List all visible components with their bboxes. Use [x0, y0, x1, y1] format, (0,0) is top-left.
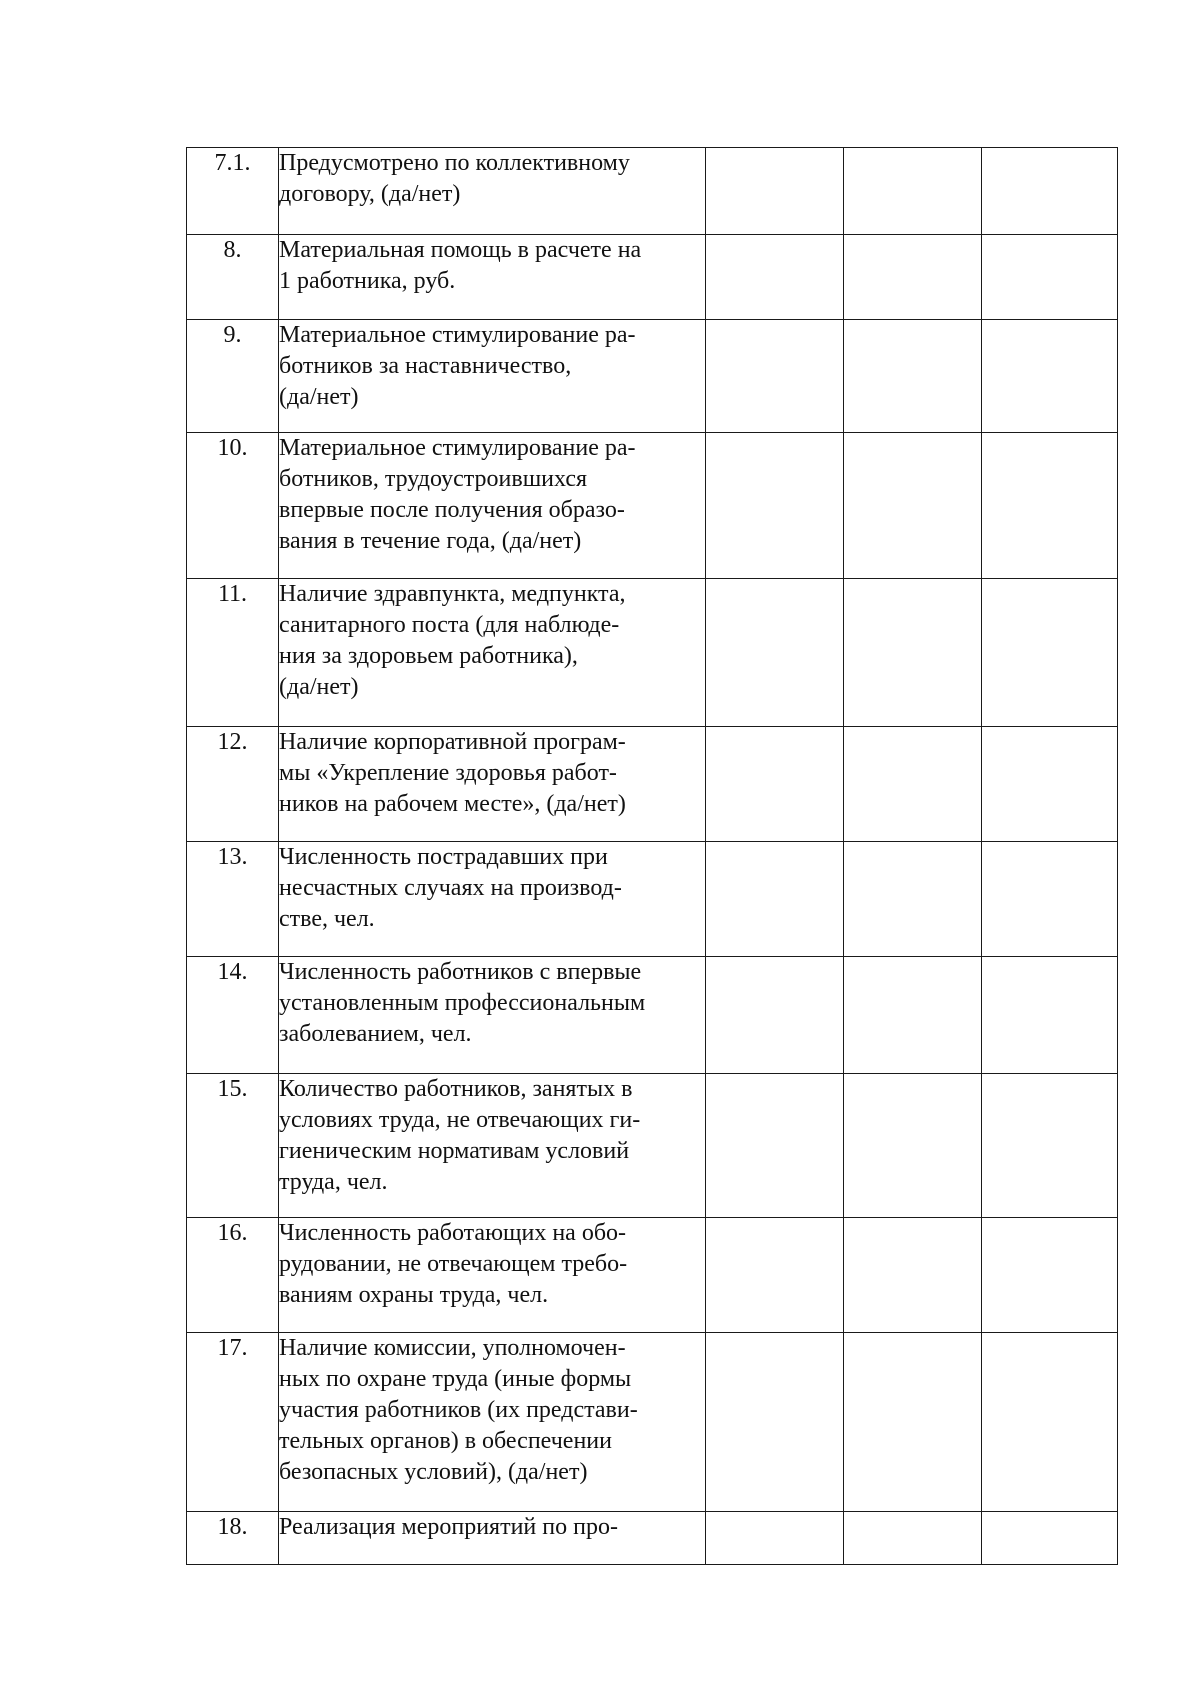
indicator-text — [279, 1074, 706, 1218]
value-cell-2 — [844, 1074, 982, 1218]
value-cell-3 — [982, 1512, 1118, 1565]
indicator-text-line: тельных органов) в обеспечении — [279, 1428, 612, 1454]
indicator-text-line: вания в течение года, (да/нет) — [279, 528, 582, 554]
row-number: 11. — [187, 579, 279, 727]
value-cell-1 — [706, 433, 844, 579]
table-row — [187, 1512, 1118, 1565]
indicator-text-line: заболеванием, чел. — [279, 1021, 472, 1047]
table-row — [187, 235, 1118, 320]
indicator-text-line: Численность работников с впервые — [279, 959, 642, 985]
value-cell-3 — [982, 727, 1118, 842]
value-cell-3 — [982, 148, 1118, 235]
value-cell-2 — [844, 1218, 982, 1333]
table-row — [187, 1074, 1118, 1218]
table-row — [187, 433, 1118, 579]
table-row — [187, 320, 1118, 433]
indicator-text — [279, 148, 706, 235]
indicator-text — [279, 957, 706, 1074]
value-cell-1 — [706, 727, 844, 842]
table-row — [187, 1218, 1118, 1333]
value-cell-3 — [982, 320, 1118, 433]
indicator-text-line: впервые после получения образо- — [279, 497, 625, 523]
indicator-text — [279, 1218, 706, 1333]
indicator-text — [279, 579, 706, 727]
value-cell-2 — [844, 433, 982, 579]
indicator-text-line: участия работников (их представи- — [279, 1397, 638, 1423]
value-cell-1 — [706, 1512, 844, 1565]
value-cell-1 — [706, 320, 844, 433]
indicator-text-line: договору, (да/нет) — [279, 181, 461, 207]
value-cell-1 — [706, 1333, 844, 1512]
indicator-text-line: мы «Укрепление здоровья работ- — [279, 760, 617, 786]
indicator-text — [279, 1512, 706, 1565]
value-cell-1 — [706, 1218, 844, 1333]
value-cell-3 — [982, 579, 1118, 727]
row-number: 16. — [187, 1218, 279, 1333]
indicator-text — [279, 727, 706, 842]
indicator-text-line: санитарного поста (для наблюде- — [279, 612, 620, 638]
value-cell-2 — [844, 579, 982, 727]
indicator-text — [279, 842, 706, 957]
value-cell-1 — [706, 579, 844, 727]
indicator-text-line: ников на рабочем месте», (да/нет) — [279, 791, 626, 817]
value-cell-3 — [982, 235, 1118, 320]
value-cell-3 — [982, 1333, 1118, 1512]
indicator-text-line: несчастных случаях на производ- — [279, 875, 622, 901]
indicators-table — [186, 147, 1118, 1565]
value-cell-2 — [844, 148, 982, 235]
value-cell-2 — [844, 1333, 982, 1512]
row-number: 7.1. — [187, 148, 279, 235]
indicator-text — [279, 433, 706, 579]
value-cell-2 — [844, 1512, 982, 1565]
indicator-text-line: Реализация мероприятий по про- — [279, 1514, 618, 1540]
indicator-text-line: безопасных условий), (да/нет) — [279, 1459, 588, 1485]
value-cell-3 — [982, 1218, 1118, 1333]
indicator-text-line: Материальная помощь в расчете на — [279, 237, 642, 263]
value-cell-1 — [706, 148, 844, 235]
indicator-text-line: ния за здоровьем работника), — [279, 643, 578, 669]
table-row — [187, 579, 1118, 727]
indicator-text-line: ных по охране труда (иные формы — [279, 1366, 632, 1392]
value-cell-1 — [706, 1074, 844, 1218]
table-row — [187, 842, 1118, 957]
row-number: 14. — [187, 957, 279, 1074]
row-number: 9. — [187, 320, 279, 433]
value-cell-3 — [982, 1074, 1118, 1218]
indicator-text-line: Наличие комиссии, уполномочен- — [279, 1335, 626, 1361]
indicator-text — [279, 1333, 706, 1512]
value-cell-1 — [706, 842, 844, 957]
indicator-text-line: Количество работников, занятых в — [279, 1076, 633, 1102]
value-cell-3 — [982, 842, 1118, 957]
table-row — [187, 148, 1118, 235]
indicator-text-line: Предусмотрено по коллективному — [279, 150, 630, 176]
indicator-text-line: Численность работающих на обо- — [279, 1220, 627, 1246]
value-cell-2 — [844, 957, 982, 1074]
table-row — [187, 957, 1118, 1074]
value-cell-3 — [982, 433, 1118, 579]
indicator-text-line: ботников за наставничество, — [279, 353, 572, 379]
row-number: 18. — [187, 1512, 279, 1565]
row-number: 10. — [187, 433, 279, 579]
indicator-text-line: Материальное стимулирование ра- — [279, 322, 636, 348]
indicator-text-line: ваниям охраны труда, чел. — [279, 1282, 549, 1308]
indicator-text-line: рудовании, не отвечающем требо- — [279, 1251, 628, 1277]
indicator-text-line: (да/нет) — [279, 384, 359, 410]
indicator-text-line: труда, чел. — [279, 1169, 388, 1195]
indicator-text-line: Материальное стимулирование ра- — [279, 435, 636, 461]
row-number: 15. — [187, 1074, 279, 1218]
value-cell-2 — [844, 842, 982, 957]
indicator-text-line: условиях труда, не отвечающих ги- — [279, 1107, 641, 1133]
indicator-text-line: Наличие здравпункта, медпункта, — [279, 581, 626, 607]
indicator-text-line: Численность пострадавших при — [279, 844, 608, 870]
row-number: 17. — [187, 1333, 279, 1512]
value-cell-3 — [982, 957, 1118, 1074]
indicator-text-line: гиеническим нормативам условий — [279, 1138, 630, 1164]
value-cell-1 — [706, 235, 844, 320]
indicator-text — [279, 320, 706, 433]
indicator-text — [279, 235, 706, 320]
row-number: 12. — [187, 727, 279, 842]
indicator-text-line: установленным профессиональным — [279, 990, 646, 1016]
indicator-text-line: (да/нет) — [279, 674, 359, 700]
indicator-text-line: Наличие корпоративной програм- — [279, 729, 626, 755]
table-row — [187, 727, 1118, 842]
table-body — [187, 148, 1118, 1565]
value-cell-2 — [844, 235, 982, 320]
indicator-text-line: стве, чел. — [279, 906, 375, 932]
value-cell-2 — [844, 727, 982, 842]
indicator-text-line: ботников, трудоустроившихся — [279, 466, 588, 492]
indicator-text-line: 1 работника, руб. — [279, 268, 456, 294]
value-cell-1 — [706, 957, 844, 1074]
table-row — [187, 1333, 1118, 1512]
row-number: 8. — [187, 235, 279, 320]
value-cell-2 — [844, 320, 982, 433]
row-number: 13. — [187, 842, 279, 957]
